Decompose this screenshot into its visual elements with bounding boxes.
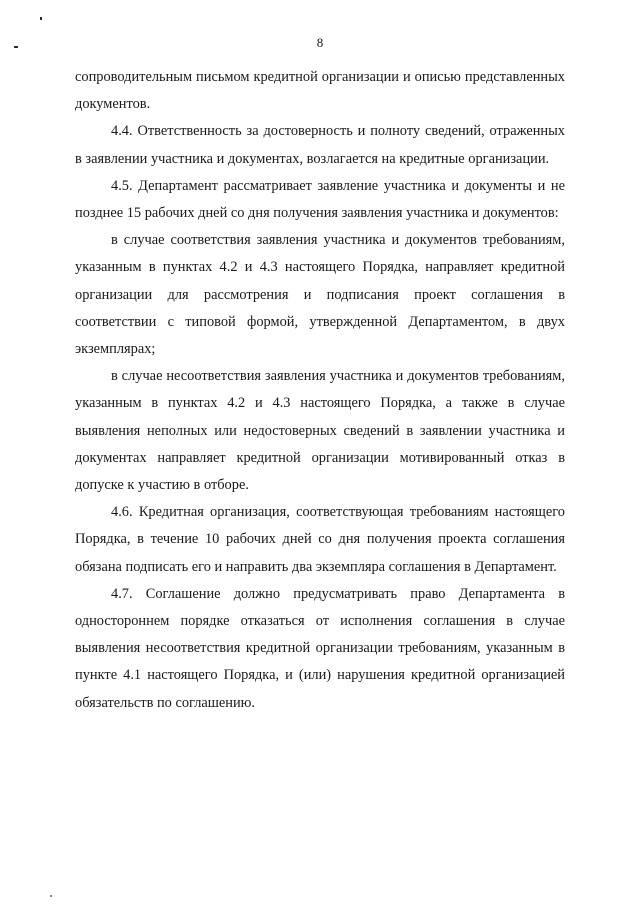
page-number: 8 [316, 35, 324, 50]
scan-speck [40, 17, 42, 20]
paragraph-4-5-case-compliant: в случае соответствия заявления участника и документов требованиям, указанным в пунктах 4.2 и 4.3 настоящего Порядка, направляет кредитной организации для рассмотрения и подписания проект соглашения в соответствии с типовой формой, утвержденной Департаментом, в двух экземплярах; [75, 232, 565, 358]
paragraph-4-7: 4.7. Соглашение должно предусматривать право Департамента в одностороннем порядке отказаться от исполнения соглашения в случае выявления несоответствия кредитной организации требованиям, указанным в пункте 4.1 настоящего Порядка, и (или) нарушения кредитной организацией обязательств по соглашению. [75, 585, 565, 711]
paragraph-continuation: сопроводительным письмом кредитной организации и описью представленных документов. [75, 69, 565, 113]
paragraph-4-5-case-noncompliant: в случае несоответствия заявления участника и документов требованиям, указанным в пунктах 4.2 и 4.3 настоящего Порядка, а также в случае выявления неполных или недостоверных сведений в заявлении участника и документах направляет кредитной организации мотивированный отказ в допуске к участию в отборе. [75, 368, 565, 494]
scan-speck [50, 895, 52, 897]
paragraph-4-5: 4.5. Департамент рассматривает заявление участника и документы и не позднее 15 рабочих дней со дня получения заявления участника и документов: [75, 177, 565, 222]
paragraph-4-4: 4.4. Ответственность за достоверность и полноту сведений, отраженных в заявлении участника и документах, возлагается на кредитные организации. [75, 123, 565, 167]
document-body [75, 64, 565, 717]
paragraph-4-6: 4.6. Кредитная организация, соответствующая требованиям настоящего Порядка, в течение 10 рабочих дней со дня получения проекта соглашения обязана подписать его и направить два экземпляра соглашения в Департамент. [75, 504, 565, 575]
